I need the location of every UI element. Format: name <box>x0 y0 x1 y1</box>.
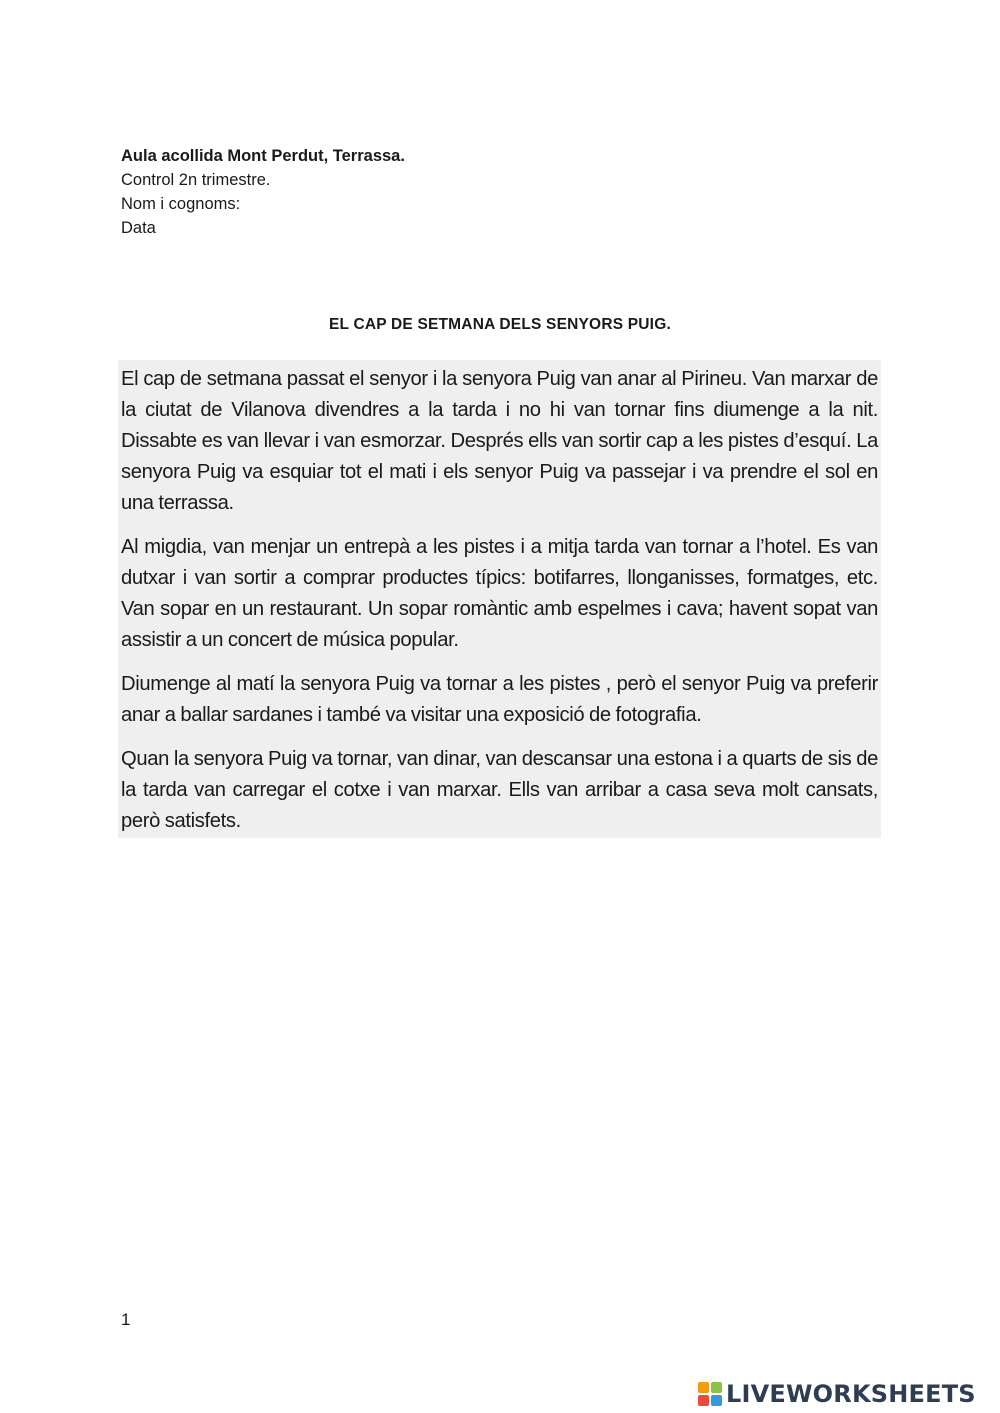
brand-watermark[interactable] <box>698 1378 976 1410</box>
story-paragraph-2: Al migdia, van menjar un entrepà a les pistes i a mitja tarda van tornar a l’hotel. Es van dutxar i van sortir a comprar productes típics: botifarres, llonganisses, formatges, etc. Van sopar en un restaurant. Un sopar romàntic amb espelmes i cava; havent sopat van assistir a un concert de música popular. <box>121 536 878 651</box>
date-label: Data <box>121 219 156 237</box>
story-paragraph-1: El cap de setmana passat el senyor i la senyora Puig van anar al Pirineu. Van marxar de la ciutat de Vilanova divendres a la tarda i no hi van tornar fins diumenge a la nit. Dissabte es van llevar i van esmorzar. Després ells van sortir cap a les pistes d’esquí. La senyora Puig va esquiar tot el mati i els senyor Puig va passejar i va prendre el sol en una terrassa. <box>121 368 878 514</box>
name-label: Nom i cognoms: <box>121 195 241 213</box>
story-paragraph-4: Quan la senyora Puig va tornar, van dinar, van descansar una estona i a quarts de sis de la tarda van carregar el cotxe i van marxar. Ells van arribar a casa seva molt cansats, però satisfets. <box>121 748 878 832</box>
story-title: EL CAP DE SETMANA DELS SENYORS PUIG. <box>329 316 671 333</box>
logo-tile-4 <box>711 1395 722 1406</box>
liveworksheets-logo-icon <box>698 1382 722 1406</box>
logo-tile-2 <box>711 1382 722 1393</box>
page-number: 1 <box>121 1310 131 1329</box>
logo-tile-3 <box>698 1395 709 1406</box>
document-header <box>121 144 405 240</box>
exam-label: Control 2n trimestre. <box>121 171 271 189</box>
story-text-block <box>118 360 881 838</box>
brand-name: LIVEWORKSHEETS <box>726 1380 976 1408</box>
story-paragraph-3: Diumenge al matí la senyora Puig va tornar a les pistes , però el senyor Puig va preferir anar a ballar sardanes i també va visitar una exposició de fotografia. <box>121 673 878 726</box>
school-name: Aula acollida Mont Perdut, Terrassa. <box>121 147 405 165</box>
logo-tile-1 <box>698 1382 709 1393</box>
